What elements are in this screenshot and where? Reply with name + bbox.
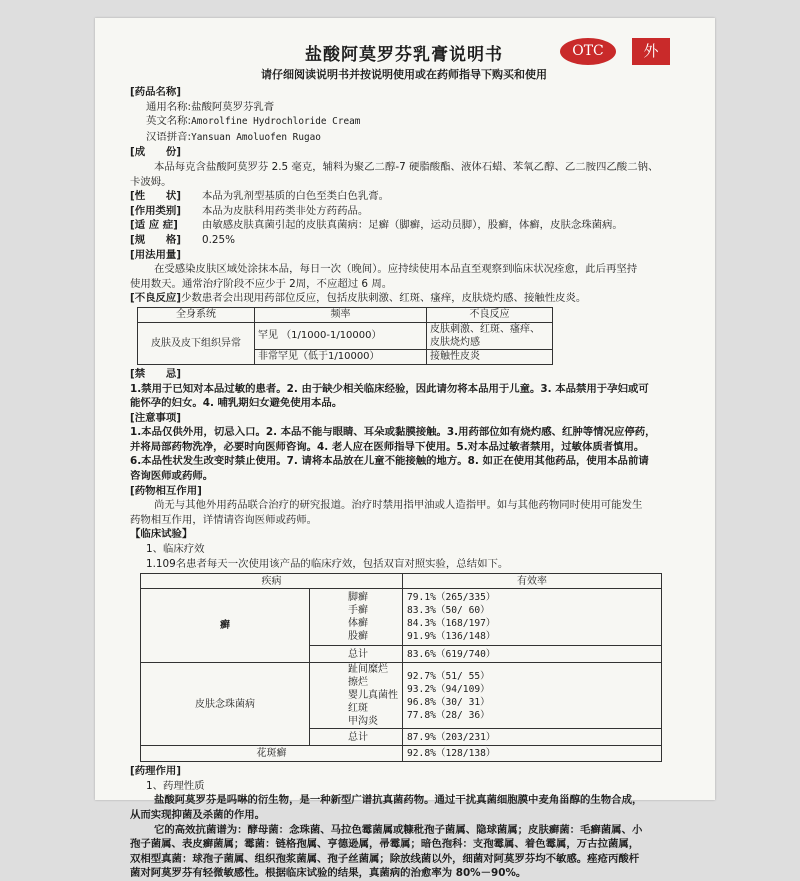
efficacy-value: 92.7%（51/ 55） (407, 670, 490, 682)
pharmacology-text-2: 从而实现抑菌及杀菌的作用。 (130, 809, 266, 821)
group-candidiasis-values (403, 663, 662, 729)
indication-label: [适 应 症] (130, 219, 178, 232)
usage-text-2: 使用数天。通常治疗阶段不应少于 2周，不应超过 6 周。 (130, 277, 393, 290)
pinyin-label: 汉语拼音: (146, 130, 192, 143)
disease-name: 股癣 (348, 631, 368, 643)
common-name-value: 盐酸阿莫罗芬乳膏 (191, 100, 275, 113)
leaflet-page (95, 18, 715, 880)
cautions-text-3: 6.本品性状发生改变时禁止使用。7. 请将本品放在儿童不能接触的地方。8. 如正在使用其他药品，使用本品前请 (130, 455, 649, 468)
cautions-heading: [注意事项] (130, 411, 182, 424)
english-name-label: 英文名称: (146, 115, 192, 128)
table-row (141, 589, 662, 646)
disease-name: 趾间糜烂 (348, 664, 388, 676)
disease-name: 擦烂 (348, 677, 368, 689)
spec-text: 0.25% (202, 233, 236, 246)
clinical-sub-heading: 1、临床疗效 (146, 543, 205, 556)
efficacy-value: 77.8%（28/ 36） (407, 709, 490, 721)
category-label: [作用类别] (130, 204, 182, 217)
efficacy-value: 83.3%（50/ 60） (407, 605, 490, 617)
col-disease: 疾病 (141, 574, 403, 589)
interactions-text-2: 药物相互作用，详情请咨询医师或药师。 (130, 513, 318, 526)
efficacy-value: 84.3%（168/197） (407, 618, 496, 630)
table-row (141, 746, 662, 762)
indication-row (130, 218, 678, 233)
efficacy-value: 96.8%（30/ 31） (407, 696, 490, 708)
page-title: 盐酸阿莫罗芬乳膏说明书 (305, 45, 503, 65)
contra-text-1: 1.禁用于已知对本品过敏的患者。2. 由于缺少相关临床经验，因此请勿将本品用于儿童。3. 本品禁用于孕妇或可 (130, 382, 649, 395)
clinical-table (140, 573, 662, 762)
tinea-versicolor-value: 92.8%（128/138） (403, 746, 662, 762)
spacer-cell (310, 646, 349, 663)
pharmacology-sub-heading: 1、药理性质 (146, 779, 205, 792)
adverse-intro: 少数患者会出现用药部位反应，包括皮肤刺激、红斑、瘙痒，皮肤烧灼感、接触性皮炎。 (181, 292, 587, 305)
total-label: 总计 (348, 729, 403, 746)
spacer-cell (310, 663, 349, 729)
interactions-text-1: 尚无与其他外用药品联合治疗的研究报道。治疗时禁用指甲油或人造指甲。如与其他药物同时使用可能发生 (154, 499, 643, 512)
table-header-row (141, 574, 662, 589)
frequency-cell: 非常罕见（低于1/10000） (255, 349, 427, 364)
total-value: 87.9%（203/231） (403, 729, 662, 746)
ingredients-text-1: 本品每克含盐酸阿莫罗芬 2.5 毫克，辅料为聚乙二醇-7 硬脂酸酯、液体石蜡、苯氧乙醇、乙二胺四乙酸二钠、 (154, 160, 659, 173)
usage-text-1: 在受感染皮肤区域处涂抹本品，每日一次（晚间）。应持续使用本品直至观察到临床状况痊愈，此后再坚持 (154, 263, 638, 276)
common-name-label: 通用名称: (146, 100, 192, 113)
disease-name: 甲沟炎 (348, 716, 378, 728)
english-name-line (130, 114, 678, 130)
spec-label: [规 格] (130, 233, 182, 246)
col-efficacy: 有效率 (403, 574, 662, 589)
table-row (138, 322, 553, 349)
pinyin-name-line (130, 130, 678, 146)
spacer-cell (310, 589, 349, 646)
page-subtitle: 请仔细阅读说明书并按说明使用或在药师指导下购买和使用 (261, 68, 547, 81)
total-label: 总计 (348, 646, 403, 663)
disease-name: 手癣 (348, 605, 368, 617)
tinea-versicolor-label: 花斑癣 (141, 746, 403, 762)
common-name-line (130, 100, 678, 115)
cautions-text-2: 并将局部药物洗净，必要时向医师咨询。4. 老人应在医师指导下使用。5.对本品过敏者禁用，过敏体质者慎用。 (130, 440, 645, 453)
disease-name: 脚癣 (348, 592, 368, 604)
efficacy-value: 91.9%（136/148） (407, 631, 496, 643)
reaction-cell: 皮肤刺激、红斑、瘙痒、皮肤烧灼感 (427, 322, 553, 349)
properties-text: 本品为乳剂型基质的白色至类白色乳膏。 (202, 190, 390, 203)
pharmacology-text-4: 孢子菌属、表皮癣菌属；霉菌：链格孢属、亨德逊属，帚霉属；暗色孢科：支孢霉属、着色霉属，万古拉菌属， (130, 838, 640, 851)
system-cell: 皮肤及皮下组织异常 (138, 322, 255, 364)
disease-name: 婴儿真菌性红斑 (348, 690, 398, 715)
adverse-table (137, 307, 553, 365)
pharmacology-text-1: 盐酸阿莫罗芬是吗啉的衍生物，是一种新型广谱抗真菌药物。通过干扰真菌细胞膜中麦角甾醇的生物合成， (154, 794, 643, 807)
properties-row (130, 189, 678, 204)
col-system: 全身系统 (138, 307, 255, 322)
group-tinea-values (403, 589, 662, 646)
disease-name: 体癣 (348, 618, 368, 630)
pharmacology-heading: [药理作用] (130, 765, 182, 778)
group-tinea-cell: 癣 (141, 589, 310, 663)
clinical-heading: 【临床试验】 (130, 528, 193, 541)
ingredients-text-2: 卡波姆。 (130, 175, 172, 188)
reaction-cell: 接触性皮炎 (427, 349, 553, 364)
usage-heading: [用法用量] (130, 248, 182, 261)
group-tinea-names (348, 589, 403, 646)
name-heading: [药品名称] (130, 86, 182, 98)
group-candidiasis-names (348, 663, 403, 729)
english-name-value: Amorolfine Hydrochloride Cream (191, 116, 361, 128)
frequency-cell: 罕见 （1/1000-1/10000） (255, 322, 427, 349)
leaflet-content (130, 44, 678, 881)
interactions-heading: [药物相互作用] (130, 484, 202, 497)
pinyin-value: Yansuan Amoluofen Rugao (191, 131, 321, 143)
spec-row (130, 233, 678, 248)
spacer-cell (310, 729, 349, 746)
table-header-row (138, 307, 553, 322)
pharmacology-text-3: 它的高效抗菌谱为：酵母菌：念珠菌、马拉色霉菌属或糠秕孢子菌属、隐球菌属；皮肤癣菌：毛癣菌属、小 (154, 823, 643, 836)
contra-text-2: 能怀孕的妇女。4. 哺乳期妇女避免使用本品。 (130, 397, 343, 410)
cautions-text-4: 咨询医师或药师。 (130, 470, 214, 483)
pharmacology-text-5: 双相型真菌：球孢子菌属、组织孢浆菌属、孢子丝菌属；除放线菌以外，细菌对阿莫罗芬均不敏感。痤疮丙酸杆 (130, 852, 640, 865)
efficacy-value: 79.1%（265/335） (407, 592, 496, 604)
otc-badge: OTC (560, 38, 616, 65)
col-reaction: 不良反应 (427, 307, 553, 322)
external-use-badge: 外 (632, 38, 670, 65)
contra-heading: [禁 忌] (130, 367, 182, 380)
ingredients-heading: [成 份] (130, 146, 182, 159)
total-value: 83.6%（619/740） (403, 646, 662, 663)
group-candidiasis-cell: 皮肤念珠菌病 (141, 663, 310, 746)
properties-label: [性 状] (130, 190, 182, 203)
category-row (130, 204, 678, 219)
adverse-heading: [不良反应] (130, 292, 182, 305)
adverse-line (130, 291, 678, 306)
pharmacology-text-6: 菌对阿莫罗芬有轻微敏感性。根据临床试验的结果，真菌病的治愈率为 80%－90%。 (130, 867, 527, 880)
table-row (141, 663, 662, 729)
cautions-text-1: 1.本品仅供外用，切忌入口。2. 本品不能与眼睛、耳朵或黏膜接触。3.用药部位如有烧灼感、红肿等情况应停药， (130, 426, 656, 439)
col-frequency: 频率 (255, 307, 427, 322)
clinical-intro: 1.109名患者每天一次使用该产品的临床疗效，包括双盲对照实验，总结如下。 (146, 557, 509, 570)
efficacy-value: 93.2%（94/109） (407, 683, 490, 695)
indication-text: 由敏感皮肤真菌引起的皮肤真菌病：足癣（脚癣，运动员脚），股癣，体癣，皮肤念珠菌病。 (202, 219, 623, 232)
category-text: 本品为皮肤科用药类非处方药药品。 (202, 204, 369, 217)
